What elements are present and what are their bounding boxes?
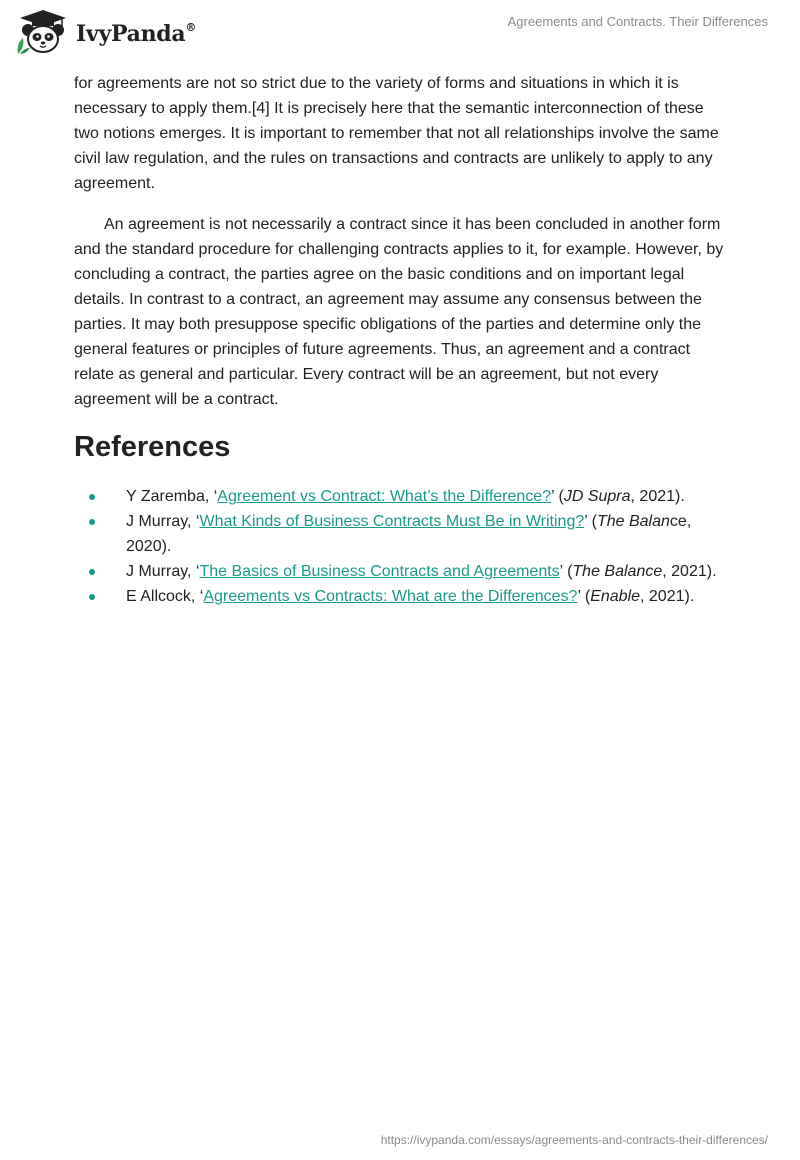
reference-link[interactable]: The Basics of Business Contracts and Agreements <box>199 563 560 580</box>
body-paragraph: An agreement is not necessarily a contract since it has been concluded in another form and the standard procedure for challenging contracts applies to it, for example. However, by concluding a contract, the parties agree on the basic conditions and on important legal details. In contrast to a contract, an agreement may assume any consensus between the parties. It may both presuppose specific obligations of the parties and determine only the general features or principles of future agreements. Thus, an agreement and a contract relate as general and particular. Every contract will be an agreement, but not every agreement will be a contract. <box>74 216 724 408</box>
logo-wordmark: IvyPanda® <box>76 20 197 47</box>
ivypanda-logo[interactable] <box>14 8 196 56</box>
footer-url[interactable]: https://ivypanda.com/essays/agreements-and-contracts-their-differences/ <box>380 1133 768 1147</box>
reference-link[interactable]: Agreement vs Contract: What’s the Difference? <box>217 488 552 505</box>
references-heading: References <box>74 431 231 463</box>
document-title: Agreements and Contracts. Their Differences <box>507 14 768 29</box>
references-list <box>74 484 730 609</box>
reference-link[interactable]: Agreements vs Contracts: What are the Differences? <box>203 588 578 605</box>
reference-item: E Allcock, ‘Agreements vs Contracts: What are the Differences?’ (Enable, 2021). <box>74 584 730 609</box>
panda-graduate-icon <box>14 8 72 56</box>
reference-link[interactable]: What Kinds of Business Contracts Must Be in Writing? <box>199 513 585 530</box>
reference-item: J Murray, ‘The Basics of Business Contracts and Agreements’ (The Balance, 2021). <box>74 559 730 584</box>
body-paragraph: for agreements are not so strict due to the variety of forms and situations in which it is necessary to apply them.[4] It is precisely here that the semantic interconnection of these two notions emerges. It is important to remember that not all relationships involve the same civil law regulation, and the rules on transactions and contracts are unlikely to apply to any agreement. <box>74 75 719 192</box>
article-content <box>74 71 730 609</box>
page-header <box>0 0 800 62</box>
reference-item: J Murray, ‘What Kinds of Business Contracts Must Be in Writing?’ (The Balance, 2020). <box>74 509 730 559</box>
reference-item: Y Zaremba, ‘Agreement vs Contract: What’s the Difference?’ (JD Supra, 2021). <box>74 484 730 509</box>
